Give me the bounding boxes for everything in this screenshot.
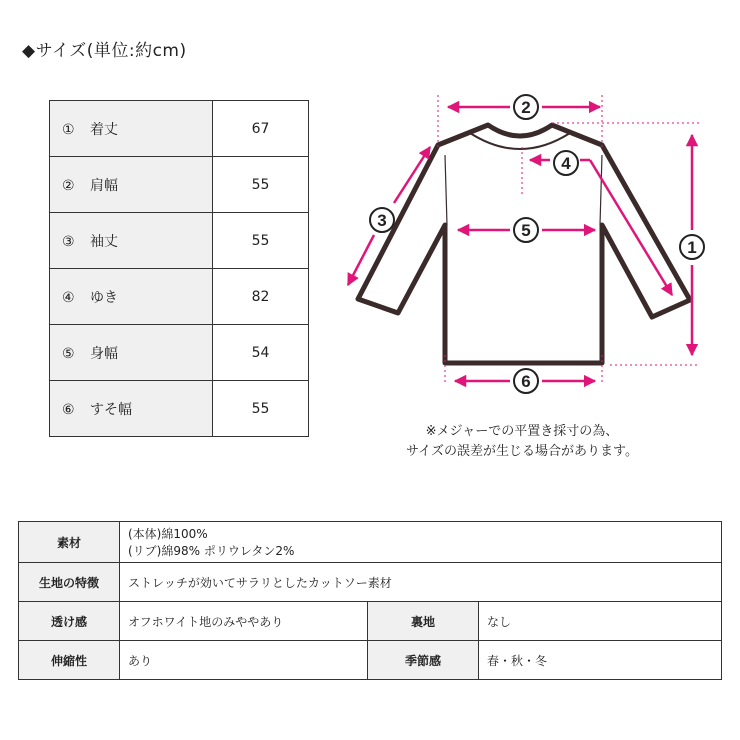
marker-5 [514, 218, 538, 242]
marker-1 [680, 235, 704, 259]
spec-table [18, 521, 722, 680]
table-row [19, 641, 722, 680]
table-row [19, 563, 722, 602]
table-row [19, 602, 722, 641]
spec-label-season: 季節感 [368, 641, 479, 680]
table-row [50, 157, 309, 213]
svg-text:3: 3 [377, 211, 387, 230]
marker-4 [554, 151, 578, 175]
row-value: 54 [213, 325, 309, 381]
row-number: ① [62, 121, 75, 138]
row-number: ⑤ [62, 345, 75, 362]
page-title: ◆サイズ(単位:約cm) [22, 41, 187, 61]
spec-label-lining: 裏地 [368, 602, 479, 641]
spec-value-lining: なし [478, 602, 721, 641]
table-row [19, 522, 722, 563]
marker-3 [370, 208, 394, 232]
spec-value-features: ストレッチが効いてサラリとしたカットソー素材 [120, 563, 722, 602]
row-label: ゆき [90, 289, 118, 306]
spec-value-material-2: (リブ)綿98% ポリウレタン2% [128, 544, 295, 558]
guide-lines [438, 95, 700, 385]
row-label: すそ幅 [90, 401, 132, 418]
row-value: 55 [213, 157, 309, 213]
row-label: 着丈 [90, 121, 118, 138]
row-number: ② [62, 177, 75, 194]
row-value: 67 [213, 101, 309, 157]
armhole-left [445, 155, 447, 225]
marker-2 [514, 95, 538, 119]
spec-value-season: 春・秋・冬 [478, 641, 721, 680]
row-label: 袖丈 [90, 233, 118, 250]
svg-text:5: 5 [521, 221, 531, 240]
row-number: ⑥ [62, 401, 75, 418]
row-value: 82 [213, 269, 309, 325]
spec-label-stretch: 伸縮性 [19, 641, 120, 680]
armhole-right [600, 155, 602, 225]
row-number: ③ [62, 233, 75, 250]
svg-text:2: 2 [521, 98, 531, 117]
table-row [50, 269, 309, 325]
note-line-1: ※メジャーでの平置き採寸の為、 [425, 424, 619, 439]
row-label: 肩幅 [90, 177, 118, 194]
svg-text:1: 1 [687, 238, 697, 257]
spec-label-material: 素材 [19, 522, 120, 563]
garment-diagram [330, 85, 720, 395]
svg-text:4: 4 [561, 154, 571, 173]
measurement-note [372, 422, 672, 462]
spec-value-sheer: オフホワイト地のみややあり [120, 602, 368, 641]
row-value: 55 [213, 213, 309, 269]
row-number: ④ [62, 289, 75, 306]
svg-text:6: 6 [521, 372, 531, 391]
size-table [49, 100, 309, 437]
row-label: 身幅 [90, 345, 118, 362]
spec-value-material-1: (本体)綿100% [128, 527, 208, 541]
table-row [50, 213, 309, 269]
table-row [50, 381, 309, 437]
marker-6 [514, 369, 538, 393]
spec-label-sheer: 透け感 [19, 602, 120, 641]
row-value: 55 [213, 381, 309, 437]
table-row [50, 325, 309, 381]
note-line-2: サイズの誤差が生じる場合があります。 [406, 444, 638, 459]
spec-label-features: 生地の特徴 [19, 563, 120, 602]
table-row [50, 101, 309, 157]
spec-value-stretch: あり [120, 641, 368, 680]
